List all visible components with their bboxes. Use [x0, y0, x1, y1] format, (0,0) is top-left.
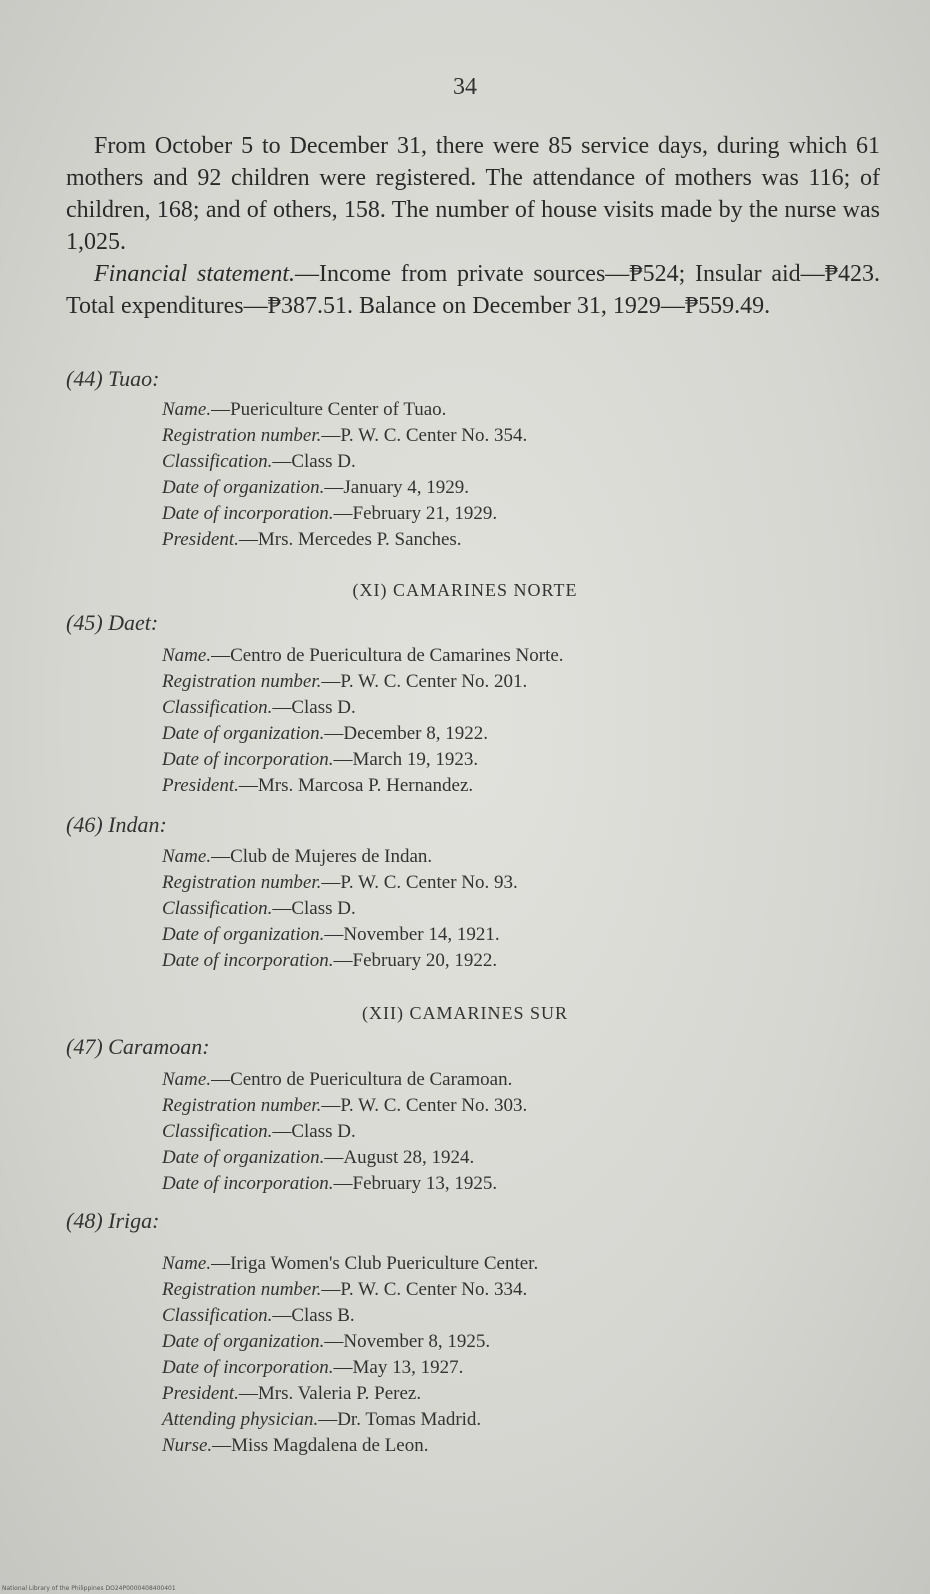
financial-statement-text: —Income from private sources—₱524; Insular aid—₱423. Total expenditures—₱387.51. Balance on December 31, 1929—₱559.49. — [66, 261, 881, 319]
field-president: President.—Mrs. Mercedes P. Sanches. — [162, 529, 462, 550]
page-number: 34 — [453, 74, 477, 100]
field-registration-number: Registration number.—P. W. C. Center No. 354. — [162, 425, 528, 446]
field-date-of-organization: Date of organization.—January 4, 1929. — [162, 477, 469, 498]
field-nurse: Nurse.—Miss Magdalena de Leon. — [162, 1435, 429, 1456]
field-date-of-incorporation: Date of incorporation.—March 19, 1923. — [162, 749, 479, 770]
field-president: President.—Mrs. Valeria P. Perez. — [162, 1383, 422, 1404]
field-president: President.—Mrs. Marcosa P. Hernandez. — [162, 775, 474, 796]
field-registration-number: Registration number.—P. W. C. Center No. 201. — [162, 671, 528, 692]
field-date-of-incorporation: Date of incorporation.—February 20, 1922. — [162, 950, 498, 971]
field-date-of-incorporation: Date of incorporation.—May 13, 1927. — [162, 1357, 464, 1378]
field-attending-physician: Attending physician.—Dr. Tomas Madrid. — [162, 1409, 482, 1430]
financial-statement-paragraph — [66, 258, 880, 322]
field-classification: Classification.—Class D. — [162, 697, 356, 718]
entry-fields-tuao — [162, 397, 862, 553]
field-registration-number: Registration number.—P. W. C. Center No. 334. — [162, 1279, 528, 1300]
intro-paragraph: From October 5 to December 31, there were 85 service days, during which 61 mothers and 92 children were registered. The attendance of mothers was 116; of children, 168; and of others, 158. The number of house visits made by the nurse was 1,025. — [66, 133, 880, 255]
field-date-of-incorporation: Date of incorporation.—February 21, 1929. — [162, 503, 498, 524]
field-name: Name.—Centro de Puericultura de Camarines Norte. — [162, 645, 564, 666]
section-heading-camarines-norte: (XI) CAMARINES NORTE — [352, 580, 578, 600]
field-classification: Classification.—Class D. — [162, 451, 356, 472]
financial-statement-label: Financial statement. — [94, 261, 295, 287]
field-classification: Classification.—Class D. — [162, 1121, 356, 1142]
entry-heading-caramoan: (47) Caramoan: — [66, 1034, 210, 1059]
entry-heading-daet: (45) Daet: — [66, 610, 159, 635]
entry-fields-iriga — [162, 1251, 862, 1459]
field-date-of-organization: Date of organization.—November 8, 1925. — [162, 1331, 491, 1352]
field-registration-number: Registration number.—P. W. C. Center No. 93. — [162, 872, 518, 893]
entry-fields-indan — [162, 844, 862, 974]
entry-heading-tuao: (44) Tuao: — [66, 366, 160, 391]
field-date-of-organization: Date of organization.—December 8, 1922. — [162, 723, 488, 744]
field-classification: Classification.—Class B. — [162, 1305, 355, 1326]
field-date-of-incorporation: Date of incorporation.—February 13, 1925. — [162, 1173, 498, 1194]
field-date-of-organization: Date of organization.—November 14, 1921. — [162, 924, 500, 945]
field-name: Name.—Iriga Women's Club Puericulture Center. — [162, 1253, 539, 1274]
field-classification: Classification.—Class D. — [162, 898, 356, 919]
entry-heading-indan: (46) Indan: — [66, 812, 167, 837]
library-footer: National Library of the Philippines DO24P0000408400401 — [2, 1585, 176, 1592]
field-name: Name.—Puericulture Center of Tuao. — [162, 399, 447, 420]
section-heading-camarines-sur: (XII) CAMARINES SUR — [361, 1003, 568, 1023]
field-name: Name.—Club de Mujeres de Indan. — [162, 846, 433, 867]
field-name: Name.—Centro de Puericultura de Caramoan. — [162, 1069, 513, 1090]
field-registration-number: Registration number.—P. W. C. Center No. 303. — [162, 1095, 528, 1116]
entry-fields-daet — [162, 643, 862, 799]
field-date-of-organization: Date of organization.—August 28, 1924. — [162, 1147, 475, 1168]
entry-fields-caramoan — [162, 1067, 862, 1197]
entry-heading-iriga: (48) Iriga: — [66, 1208, 160, 1233]
